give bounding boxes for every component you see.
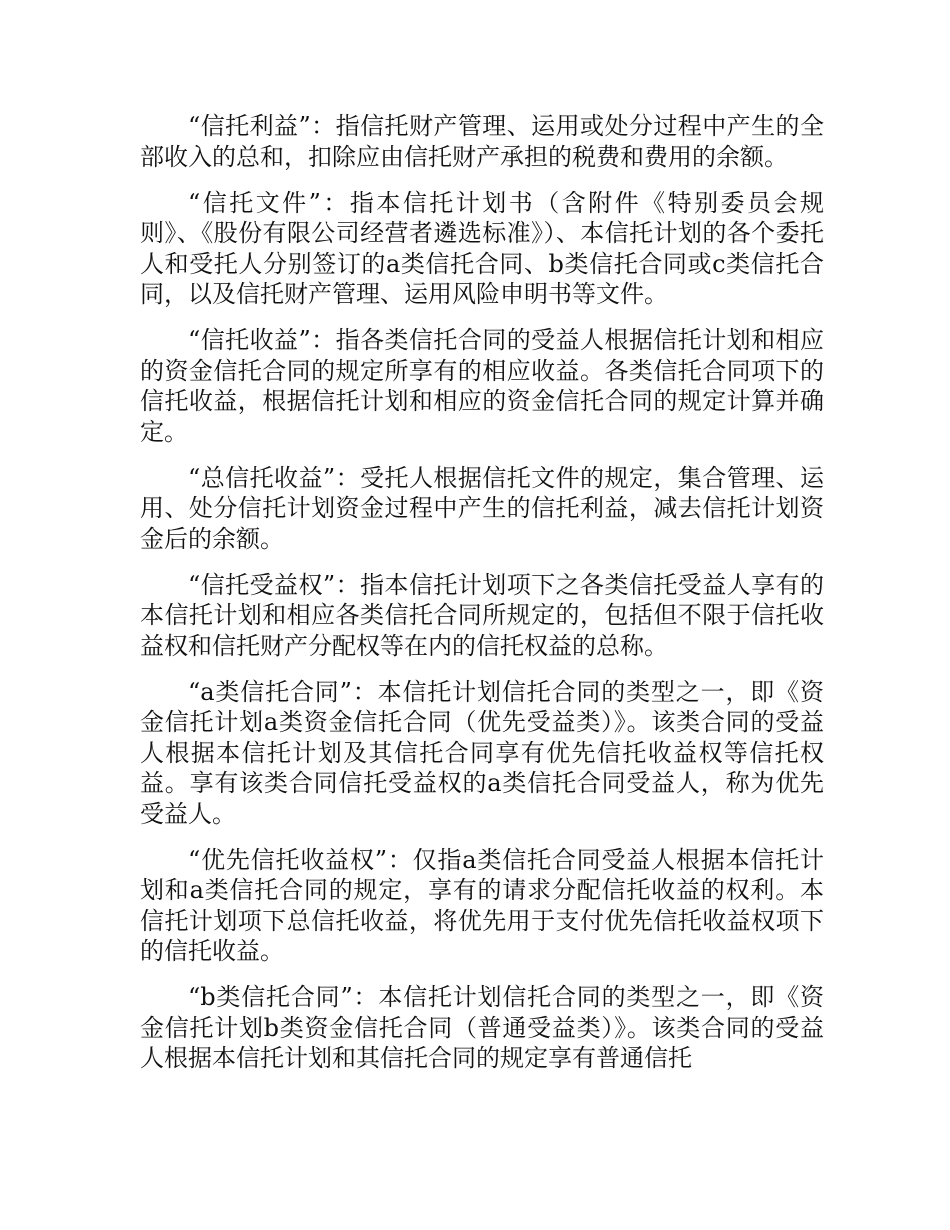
definition-paragraph-total-trust-income: “总信托收益”：受托人根据信托文件的规定，集合管理、运用、处分信托计划资金过程中产生的信托利益，减去信托计划资金后的余额。 [140, 463, 824, 553]
definition-paragraph-priority-income-right: “优先信托收益权”：仅指a类信托合同受益人根据本信托计划和a类信托合同的规定，享有的请求分配信托收益的权利。本信托计划项下总信托收益，将优先用于支付优先信托收益权项下的信托收益。 [140, 845, 824, 965]
definition-paragraph-class-b-contract: “b类信托合同”：本信托计划信托合同的类型之一，即《资金信托计划b类资金信托合同（普通受益类）》。该类合同的受益人根据本信托计划和其信托合同的规定享有普通信托 [140, 983, 824, 1072]
document-body [140, 111, 824, 1089]
definition-paragraph-class-a-contract: “a类信托合同”：本信托计划信托合同的类型之一，即《资金信托计划a类资金信托合同（优先受益类）》。该类合同的受益人根据本信托计划及其信托合同享有优先信托收益权等信托权益。享有该类合同信托受益权的a类信托合同受益人，称为优先受益人。 [140, 677, 824, 828]
definition-paragraph-trust-benefit: “信托利益”：指信托财产管理、运用或处分过程中产生的全部收入的总和，扣除应由信托财产承担的税费和费用的余额。 [140, 112, 824, 171]
definition-paragraph-trust-beneficial-right: “信托受益权”：指本信托计划项下之各类信托受益人享有的本信托计划和相应各类信托合同所规定的，包括但不限于信托收益权和信托财产分配权等在内的信托权益的总称。 [140, 570, 824, 660]
definition-paragraph-trust-income: “信托收益”：指各类信托合同的受益人根据信托计划和相应的资金信托合同的规定所享有的相应收益。各类信托合同项下的信托收益，根据信托计划和相应的资金信托合同的规定计算并确定。 [140, 326, 824, 446]
definition-paragraph-trust-documents: “信托文件”：指本信托计划书（含附件《特别委员会规则》、《股份有限公司经营者遴选标准》）、本信托计划的各个委托人和受托人分别签订的a类信托合同、b类信托合同或c类信托合同，以及信托财产管理、运用风险申明书等文件。 [140, 188, 824, 308]
